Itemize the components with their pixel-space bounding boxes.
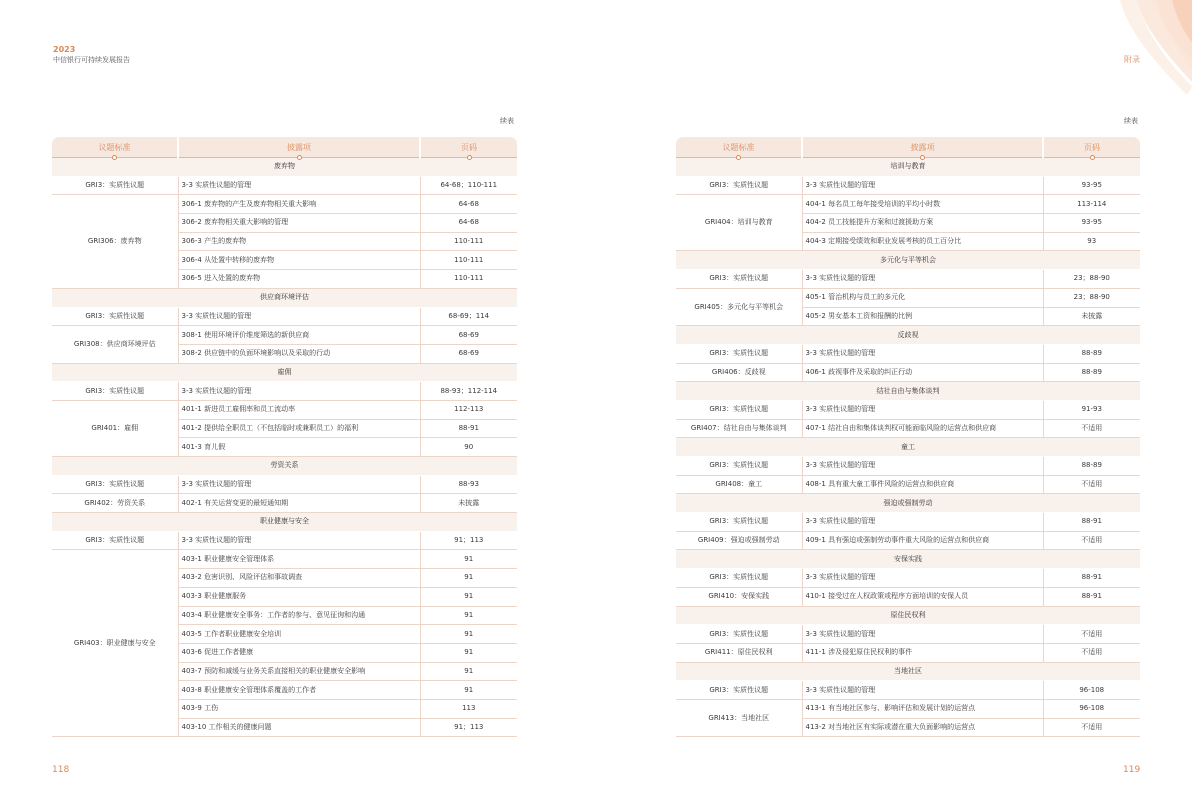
page-cell: 未披露 xyxy=(420,494,517,513)
page-cell: 91 xyxy=(420,643,517,662)
page-cell: 88-93；112-114 xyxy=(420,382,517,401)
column-header-label: 议题标准 xyxy=(98,142,131,152)
table-row xyxy=(52,400,517,419)
disclosure-cell: 401-1 新进员工雇佣率和员工流动率 xyxy=(178,400,420,419)
section-row xyxy=(676,494,1140,513)
column-header-label: 披露项 xyxy=(910,142,935,152)
standard-cell: GRI3：实质性议题 xyxy=(676,344,802,363)
disclosure-cell: 403-4 职业健康安全事务：工作者的参与、意见征询和沟通 xyxy=(178,606,420,625)
gri-index-table-right xyxy=(676,137,1140,737)
table-row xyxy=(676,400,1140,419)
column-header-label: 披露项 xyxy=(287,142,311,152)
section-title: 职业健康与安全 xyxy=(52,513,517,532)
section-row xyxy=(52,363,517,382)
table-row xyxy=(52,382,517,401)
disclosure-cell: 3-3 实质性议题的管理 xyxy=(178,176,420,195)
disclosure-cell: 306-1 废弃物的产生及废弃物相关重大影响 xyxy=(178,195,420,214)
page-cell: 91；113 xyxy=(420,531,517,550)
disclosure-cell: 3-3 实质性议题的管理 xyxy=(802,457,1043,476)
disclosure-cell: 401-2 提供给全职员工（不包括临时或兼职员工）的福利 xyxy=(178,419,420,438)
dot-icon xyxy=(112,155,117,160)
table-row xyxy=(676,513,1140,532)
column-header-standard xyxy=(52,137,178,158)
page-cell: 91 xyxy=(420,606,517,625)
page-cell: 未披露 xyxy=(1043,307,1140,326)
page-cell: 88-89 xyxy=(1043,457,1140,476)
page-cell: 不适用 xyxy=(1043,625,1140,644)
disclosure-cell: 401-3 育儿假 xyxy=(178,438,420,457)
table-row xyxy=(676,419,1140,438)
table-row xyxy=(676,176,1140,195)
dot-icon xyxy=(1090,155,1095,160)
disclosure-cell: 3-3 实质性议题的管理 xyxy=(802,400,1043,419)
disclosure-cell: 402-1 有关运营变更的最短通知期 xyxy=(178,494,420,513)
table-row xyxy=(676,681,1140,700)
table-row xyxy=(676,475,1140,494)
page-cell: 68-69 xyxy=(420,344,517,363)
standard-cell: GRI407：结社自由与集体谈判 xyxy=(676,419,802,438)
page-cell: 91 xyxy=(420,569,517,588)
standard-cell: GRI3：实质性议题 xyxy=(676,270,802,289)
table-row xyxy=(52,176,517,195)
standard-cell: GRI3：实质性议题 xyxy=(676,681,802,700)
page-cell: 93-95 xyxy=(1043,214,1140,233)
section-title: 劳资关系 xyxy=(52,457,517,476)
standard-cell: GRI3：实质性议题 xyxy=(676,625,802,644)
section-title: 强迫或强制劳动 xyxy=(676,494,1140,513)
section-row xyxy=(52,288,517,307)
disclosure-cell: 3-3 实质性议题的管理 xyxy=(802,270,1043,289)
section-title: 原住民权利 xyxy=(676,606,1140,625)
disclosure-cell: 408-1 具有重大童工事件风险的运营点和供应商 xyxy=(802,475,1043,494)
page-number: 119 xyxy=(1123,765,1141,775)
standard-cell: GRI406：反歧视 xyxy=(676,363,802,382)
disclosure-cell: 3-3 实质性议题的管理 xyxy=(802,625,1043,644)
section-row xyxy=(676,662,1140,681)
standard-cell: GRI3：实质性议题 xyxy=(676,513,802,532)
page-cell: 96-108 xyxy=(1043,699,1140,718)
standard-cell: GRI306：废弃物 xyxy=(52,195,178,288)
gri-index-table-left xyxy=(52,137,517,737)
table-row xyxy=(676,457,1140,476)
section-title: 反歧视 xyxy=(676,326,1140,345)
table-row xyxy=(676,643,1140,662)
column-header-label: 页码 xyxy=(1084,142,1100,152)
disclosure-cell: 403-6 促进工作者健康 xyxy=(178,643,420,662)
table-row xyxy=(676,344,1140,363)
table-row xyxy=(676,587,1140,606)
disclosure-cell: 3-3 实质性议题的管理 xyxy=(178,531,420,550)
page-cell: 不适用 xyxy=(1043,643,1140,662)
disclosure-cell: 407-1 结社自由和集体谈判权可能面临风险的运营点和供应商 xyxy=(802,419,1043,438)
page-number: 118 xyxy=(52,765,70,775)
standard-cell: GRI411：原住民权利 xyxy=(676,643,802,662)
page-cell: 88-89 xyxy=(1043,363,1140,382)
disclosure-cell: 3-3 实质性议题的管理 xyxy=(802,176,1043,195)
disclosure-cell: 405-2 男女基本工资和报酬的比例 xyxy=(802,307,1043,326)
page-cell: 88-91 xyxy=(1043,513,1140,532)
section-title: 安保实践 xyxy=(676,550,1140,569)
section-row xyxy=(52,513,517,532)
table-row xyxy=(52,550,517,569)
page-cell: 88-89 xyxy=(1043,344,1140,363)
dot-icon xyxy=(297,155,302,160)
standard-cell: GRI401：雇佣 xyxy=(52,400,178,456)
page-cell: 64-68 xyxy=(420,214,517,233)
standard-cell: GRI3：实质性议题 xyxy=(52,307,178,326)
disclosure-cell: 3-3 实质性议题的管理 xyxy=(178,382,420,401)
page-cell: 93 xyxy=(1043,232,1140,251)
section-row xyxy=(52,158,517,177)
disclosure-cell: 404-1 每名员工每年接受培训的平均小时数 xyxy=(802,195,1043,214)
section-title: 当地社区 xyxy=(676,662,1140,681)
disclosure-cell: 3-3 实质性议题的管理 xyxy=(802,344,1043,363)
section-title: 供应商环境评估 xyxy=(52,288,517,307)
section-row xyxy=(676,438,1140,457)
disclosure-cell: 306-5 进入处置的废弃物 xyxy=(178,270,420,289)
disclosure-cell: 3-3 实质性议题的管理 xyxy=(802,569,1043,588)
page-cell: 91 xyxy=(420,587,517,606)
section-row xyxy=(52,457,517,476)
standard-cell: GRI3：实质性议题 xyxy=(52,382,178,401)
standard-cell: GRI403：职业健康与安全 xyxy=(52,550,178,737)
page-cell: 不适用 xyxy=(1043,718,1140,737)
section-row xyxy=(676,606,1140,625)
disclosure-cell: 3-3 实质性议题的管理 xyxy=(802,513,1043,532)
decorative-petals xyxy=(1082,0,1192,100)
column-header-standard xyxy=(676,137,802,158)
table-row xyxy=(52,475,517,494)
disclosure-cell: 410-1 接受过在人权政策或程序方面培训的安保人员 xyxy=(802,587,1043,606)
standard-cell: GRI409：强迫或强制劳动 xyxy=(676,531,802,550)
column-header-disclosure xyxy=(178,137,420,158)
page-cell: 23；88-90 xyxy=(1043,288,1140,307)
disclosure-cell: 403-5 工作者职业健康安全培训 xyxy=(178,625,420,644)
section-row xyxy=(676,326,1140,345)
standard-cell: GRI408：童工 xyxy=(676,475,802,494)
table-row xyxy=(676,363,1140,382)
dot-icon xyxy=(920,155,925,160)
page-cell: 88-91 xyxy=(1043,587,1140,606)
page-cell: 91 xyxy=(420,625,517,644)
standard-cell: GRI3：实质性议题 xyxy=(676,569,802,588)
disclosure-cell: 411-1 涉及侵犯原住民权利的事件 xyxy=(802,643,1043,662)
page-cell: 91 xyxy=(420,681,517,700)
continued-label: 续表 xyxy=(500,117,514,125)
section-row xyxy=(676,550,1140,569)
dot-icon xyxy=(467,155,472,160)
table-header-row xyxy=(676,137,1140,158)
disclosure-cell: 308-1 使用环境评价维度筛选的新供应商 xyxy=(178,326,420,345)
column-header-page xyxy=(420,137,517,158)
table-row xyxy=(676,625,1140,644)
section-row xyxy=(676,382,1140,401)
disclosure-cell: 403-3 职业健康服务 xyxy=(178,587,420,606)
disclosure-cell: 403-2 危害识别、风险评估和事故调查 xyxy=(178,569,420,588)
standard-cell: GRI3：实质性议题 xyxy=(52,475,178,494)
standard-cell: GRI3：实质性议题 xyxy=(676,400,802,419)
page-cell: 68-69；114 xyxy=(420,307,517,326)
disclosure-cell: 403-8 职业健康安全管理体系覆盖的工作者 xyxy=(178,681,420,700)
table-row xyxy=(676,288,1140,307)
report-year: 2023 xyxy=(53,45,76,54)
page-cell: 23；88-90 xyxy=(1043,270,1140,289)
page-cell: 64-68；110-111 xyxy=(420,176,517,195)
section-title: 雇佣 xyxy=(52,363,517,382)
disclosure-cell: 308-2 供应链中的负面环境影响以及采取的行动 xyxy=(178,344,420,363)
disclosure-cell: 409-1 具有强迫或强制劳动事件重大风险的运营点和供应商 xyxy=(802,531,1043,550)
page-cell: 91 xyxy=(420,550,517,569)
table-header-row xyxy=(52,137,517,158)
standard-cell: GRI402：劳资关系 xyxy=(52,494,178,513)
section-title: 童工 xyxy=(676,438,1140,457)
page-cell: 68-69 xyxy=(420,326,517,345)
table-row xyxy=(52,531,517,550)
section-label: 附录 xyxy=(1124,55,1140,64)
section-title: 多元化与平等机会 xyxy=(676,251,1140,270)
section-row xyxy=(676,158,1140,177)
page-cell: 88-93 xyxy=(420,475,517,494)
report-title: 中信银行可持续发展报告 xyxy=(53,56,130,64)
section-title: 结社自由与集体谈判 xyxy=(676,382,1140,401)
page-cell: 88-91 xyxy=(420,419,517,438)
column-header-label: 页码 xyxy=(461,142,477,152)
page-cell: 96-108 xyxy=(1043,681,1140,700)
standard-cell: GRI3：实质性议题 xyxy=(676,176,802,195)
disclosure-cell: 3-3 实质性议题的管理 xyxy=(178,475,420,494)
page-cell: 110-111 xyxy=(420,270,517,289)
disclosure-cell: 403-9 工伤 xyxy=(178,699,420,718)
table-row xyxy=(676,569,1140,588)
standard-cell: GRI308：供应商环境评估 xyxy=(52,326,178,363)
disclosure-cell: 413-1 有当地社区参与、影响评估和发展计划的运营点 xyxy=(802,699,1043,718)
disclosure-cell: 404-3 定期接受绩效和职业发展考核的员工百分比 xyxy=(802,232,1043,251)
page-cell: 112-113 xyxy=(420,400,517,419)
disclosure-cell: 306-4 从处置中转移的废弃物 xyxy=(178,251,420,270)
table-row xyxy=(676,699,1140,718)
page-cell: 不适用 xyxy=(1043,531,1140,550)
page-cell: 不适用 xyxy=(1043,419,1140,438)
section-title: 废弃物 xyxy=(52,158,517,177)
disclosure-cell: 405-1 管治机构与员工的多元化 xyxy=(802,288,1043,307)
table-row xyxy=(52,494,517,513)
dot-icon xyxy=(736,155,741,160)
disclosure-cell: 3-3 实质性议题的管理 xyxy=(178,307,420,326)
disclosure-cell: 413-2 对当地社区有实际或潜在重大负面影响的运营点 xyxy=(802,718,1043,737)
column-header-disclosure xyxy=(802,137,1043,158)
section-row xyxy=(676,251,1140,270)
table-row xyxy=(676,195,1140,214)
standard-cell: GRI405：多元化与平等机会 xyxy=(676,288,802,325)
disclosure-cell: 306-3 产生的废弃物 xyxy=(178,232,420,251)
page-cell: 113 xyxy=(420,699,517,718)
standard-cell: GRI3：实质性议题 xyxy=(52,176,178,195)
page-cell: 91 xyxy=(420,662,517,681)
table-row xyxy=(52,195,517,214)
continued-label: 续表 xyxy=(1124,117,1138,125)
standard-cell: GRI3：实质性议题 xyxy=(52,531,178,550)
table-row xyxy=(52,326,517,345)
standard-cell: GRI410：安保实践 xyxy=(676,587,802,606)
standard-cell: GRI3：实质性议题 xyxy=(676,457,802,476)
page-cell: 110-111 xyxy=(420,232,517,251)
page-cell: 不适用 xyxy=(1043,475,1140,494)
table-row xyxy=(52,307,517,326)
disclosure-cell: 404-2 员工技能提升方案和过渡援助方案 xyxy=(802,214,1043,233)
disclosure-cell: 406-1 歧视事件及采取的纠正行动 xyxy=(802,363,1043,382)
page-cell: 88-91 xyxy=(1043,569,1140,588)
disclosure-cell: 403-7 预防和减缓与业务关系直接相关的职业健康安全影响 xyxy=(178,662,420,681)
column-header-page xyxy=(1043,137,1140,158)
page-cell: 90 xyxy=(420,438,517,457)
disclosure-cell: 3-3 实质性议题的管理 xyxy=(802,681,1043,700)
page-cell: 64-68 xyxy=(420,195,517,214)
disclosure-cell: 403-1 职业健康安全管理体系 xyxy=(178,550,420,569)
page-cell: 91-93 xyxy=(1043,400,1140,419)
standard-cell: GRI413：当地社区 xyxy=(676,699,802,736)
report-header xyxy=(53,44,130,66)
page-cell: 91；113 xyxy=(420,718,517,737)
section-title: 培训与教育 xyxy=(676,158,1140,177)
column-header-label: 议题标准 xyxy=(722,142,755,152)
page-cell: 93-95 xyxy=(1043,176,1140,195)
standard-cell: GRI404：培训与教育 xyxy=(676,195,802,251)
disclosure-cell: 306-2 废弃物相关重大影响的管理 xyxy=(178,214,420,233)
table-row xyxy=(676,531,1140,550)
table-row xyxy=(676,270,1140,289)
page-cell: 113-114 xyxy=(1043,195,1140,214)
page-cell: 110-111 xyxy=(420,251,517,270)
disclosure-cell: 403-10 工作相关的健康问题 xyxy=(178,718,420,737)
